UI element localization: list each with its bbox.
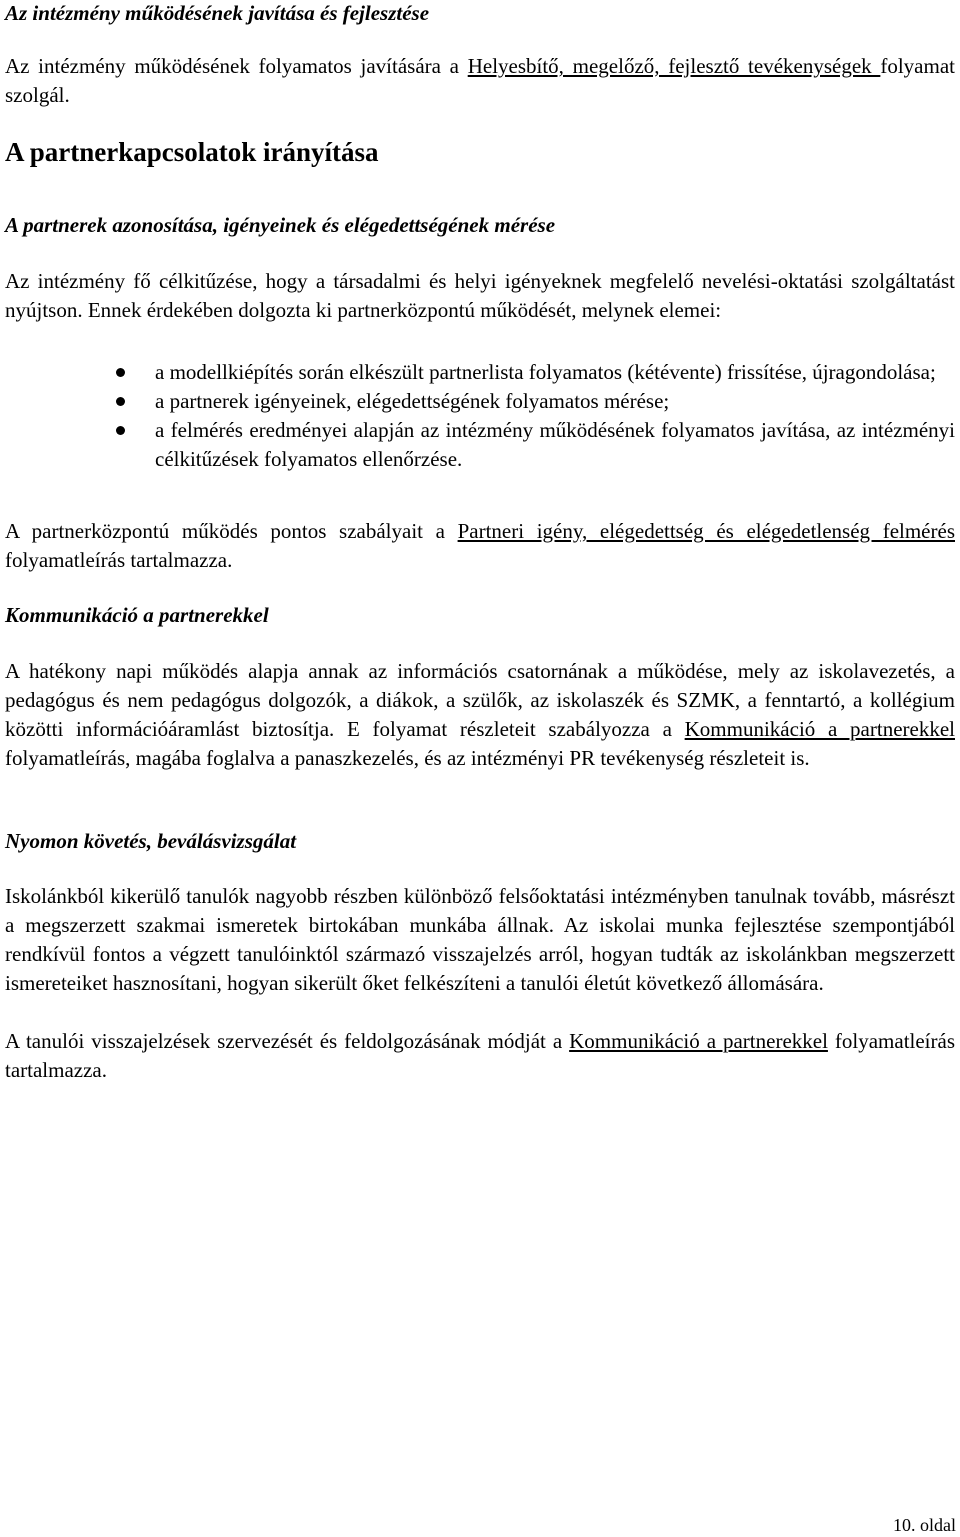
list-item: a partnerek igényeinek, elégedettségének folyamatos mérése; (5, 387, 955, 416)
paragraph-text: A tanulói visszajelzések szervezését és feldolgozásának módját a (5, 1029, 570, 1053)
paragraph-communication (5, 657, 955, 773)
subsection-heading-partner-identification: A partnerek azonosítása, igényeinek és elégedettségének mérése (5, 213, 556, 237)
bullet-icon (116, 368, 125, 377)
section-heading-improvement: Az intézmény működésének javítása és fejlesztése (5, 1, 430, 25)
paragraph-text: folyamatleírás tartalmazza. (5, 1029, 956, 1082)
process-link-communication-2[interactable]: Kommunikáció a partnerekkel (569, 1029, 828, 1053)
paragraph-improvement (5, 52, 955, 110)
process-link-communication[interactable]: Kommunikáció a partnerekkel (684, 717, 955, 741)
bullet-icon (116, 426, 125, 435)
process-link-corrective[interactable]: Helyesbítő, megelőző, fejlesztő tevékenységek (467, 54, 881, 78)
paragraph-text: folyamatleírás, magába foglalva a panaszkezelés, és az intézményi PR tevékenység részleteit is. (5, 746, 810, 770)
subsection-heading-communication: Kommunikáció a partnerekkel (5, 603, 269, 627)
paragraph-text: folyamat szolgál. (5, 54, 955, 107)
bullet-icon (116, 397, 125, 406)
list-item: a felmérés eredményei alapján az intézmény működésének folyamatos javítása, az intézményi célkitűzések folyamatos ellenőrzése. (5, 416, 955, 474)
paragraph-feedback (5, 1027, 955, 1085)
paragraph-text: Az intézmény működésének folyamatos javítására a (5, 54, 468, 78)
section-heading-partner-relations: A partnerkapcsolatok irányítása (5, 137, 379, 167)
paragraph-text: folyamatleírás tartalmazza. (5, 548, 233, 572)
partner-elements-list (5, 358, 955, 474)
subsection-heading-tracking: Nyomon követés, beválásvizsgálat (5, 829, 297, 853)
list-item: a modellkiépítés során elkészült partnerlista folyamatos (kétévente) frissítése, újragondolása; (5, 358, 955, 387)
paragraph-text: A hatékony napi működés alapja annak az információs csatornának a működése, mely az iskolavezetés, a pedagógus és nem pedagógus dolgozók, a diákok, a szülők, az iskolaszék és SZMK, a fenntartó, a kollégium közötti információáramlást biztosítja. E folyamat részleteit szabályozza a (5, 659, 955, 741)
paragraph-tracking: Iskolánkból kikerülő tanulók nagyobb részben különböző felsőoktatási intézményben tanulnak tovább, másrészt a megszerzett szakmai ismeretek birtokában munkába állnak. Az iskolai munka fejlesztése szempontjából rendkívül fontos a végzett tanulóinktól származó visszajelzés arról, hogyan tudták az iskolánkban megszerzett ismereteiket hasznosítani, hogyan sikerült őket felkészíteni a tanulói életút következő állomására. (5, 884, 955, 995)
paragraph-text: A partnerközpontú működés pontos szabályait a (5, 519, 458, 543)
paragraph-partner-rules (5, 517, 955, 575)
paragraph-partner-goal: Az intézmény fő célkitűzése, hogy a társadalmi és helyi igényeknek megfelelő nevelési-oktatási szolgáltatást nyújtson. Ennek érdekében dolgozta ki partnerközpontú működését, melynek elemei: (5, 269, 955, 322)
process-link-partner-survey[interactable]: Partneri igény, elégedettség és elégedetlenség felmérés (457, 519, 955, 543)
page-number: 10. oldal (893, 1515, 956, 1535)
